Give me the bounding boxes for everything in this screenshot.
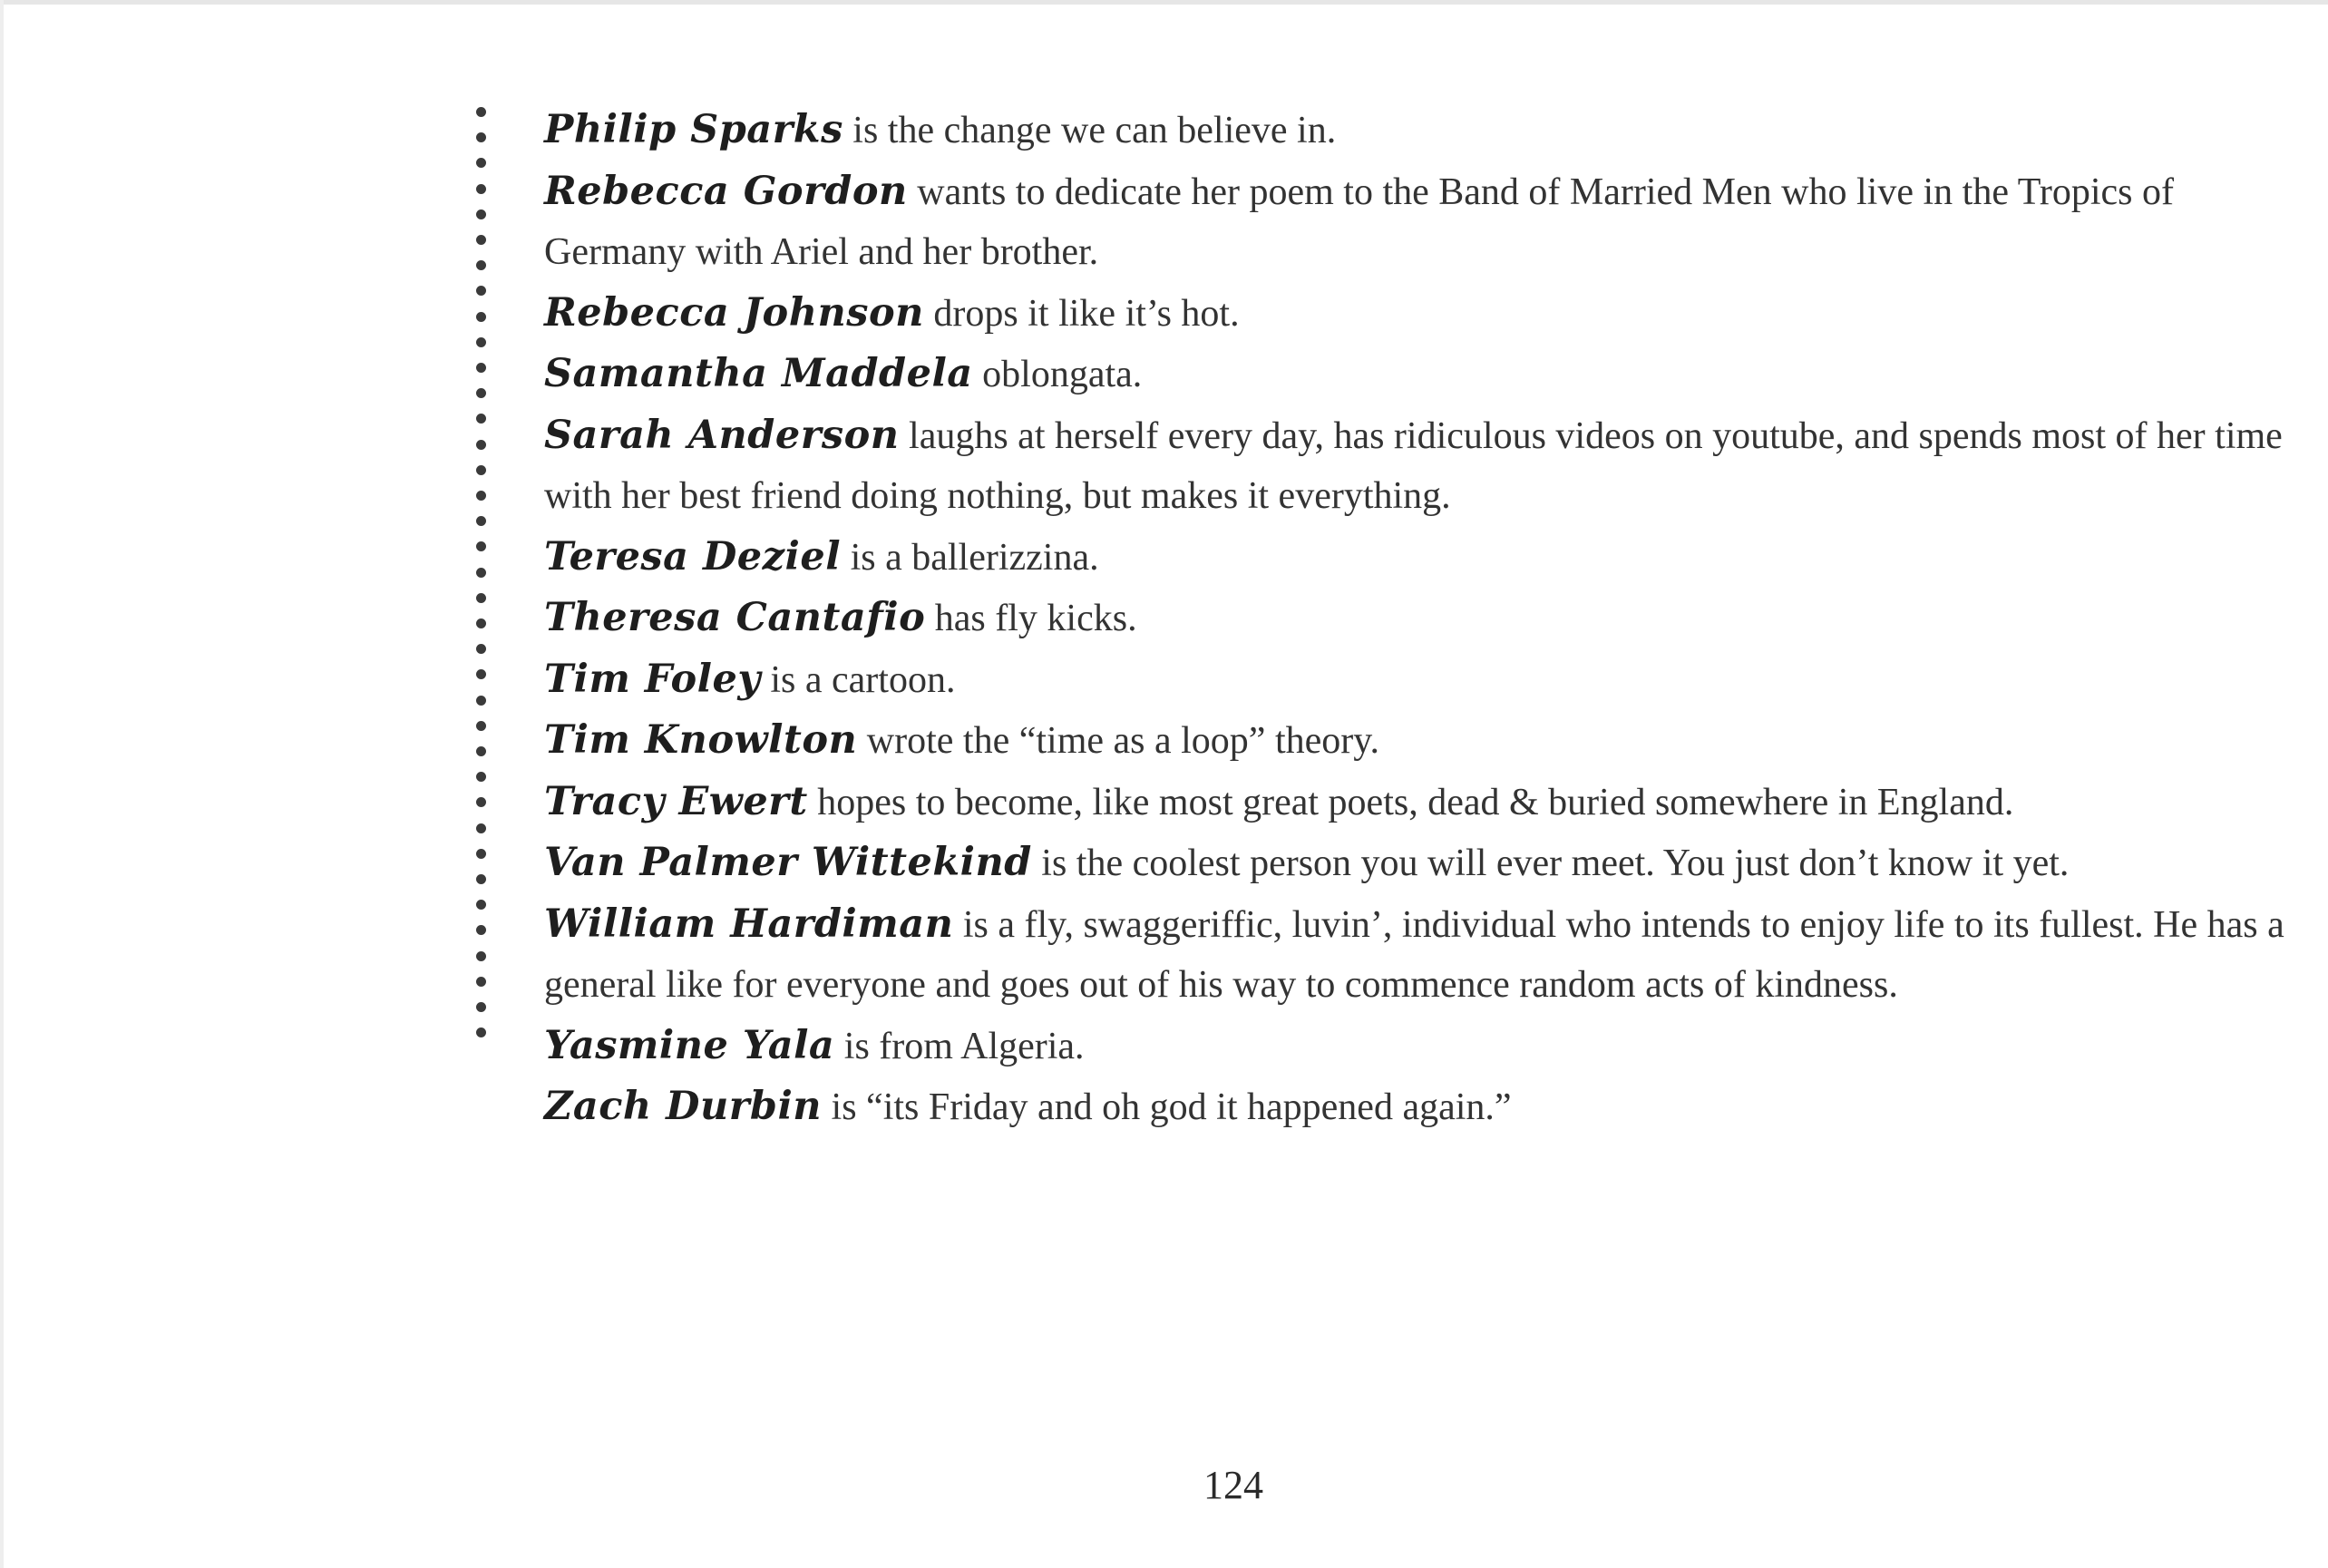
entry-text: oblongata.	[972, 354, 1143, 395]
margin-dot	[476, 491, 486, 501]
entry-name: Rebecca Gordon	[544, 168, 908, 214]
entry-tim-foley	[544, 649, 2313, 711]
margin-dot	[476, 465, 486, 475]
entry-william-hardiman	[544, 894, 2313, 1016]
page-left-edge	[0, 0, 4, 1568]
margin-dot	[476, 772, 486, 782]
margin-dot	[476, 286, 486, 296]
entry-name: Van Palmer Wittekind	[544, 840, 1032, 885]
entry-samantha-maddela	[544, 344, 2313, 405]
margin-dot	[476, 925, 486, 935]
entry-text: is a cartoon.	[760, 658, 956, 701]
entry-sarah-anderson	[544, 405, 2313, 527]
margin-dot	[476, 977, 486, 987]
entry-text: is a fly, swaggeriffic, luvin’, individual who intends to enjoy life to its fullest. He has a general like for everyone and goes out of his way to commence random acts of kindness.	[544, 903, 2284, 1006]
margin-dot	[476, 746, 486, 756]
margin-dot	[476, 1027, 486, 1037]
margin-dot	[476, 568, 486, 578]
margin-dot	[476, 260, 486, 270]
margin-dot	[476, 312, 486, 322]
page-number: 124	[1203, 1463, 1263, 1507]
margin-dot	[476, 644, 486, 654]
dotted-margin-line	[472, 107, 493, 1050]
entry-name: Tim Knowlton	[544, 717, 858, 763]
entry-theresa-cantafio	[544, 588, 2313, 649]
entry-name: Zach Durbin	[544, 1084, 823, 1129]
margin-dot	[476, 541, 486, 551]
page-top-edge	[0, 0, 2328, 5]
margin-dot	[476, 209, 486, 219]
entry-zach-durbin	[544, 1076, 2313, 1138]
margin-dot	[476, 874, 486, 884]
entry-name: Tim Foley	[544, 656, 761, 702]
margin-dot	[476, 414, 486, 424]
entry-tracy-ewert	[544, 772, 2313, 833]
entry-name: Samantha Maddela	[544, 351, 973, 396]
entry-name: Tracy Ewert	[544, 778, 808, 824]
entry-text: is the coolest person you will ever meet. You just don’t know it yet.	[1031, 842, 2070, 884]
name-entry-list	[544, 100, 2313, 1138]
margin-dot	[476, 669, 486, 679]
margin-dot	[476, 184, 486, 194]
margin-dot	[476, 951, 486, 961]
entry-text: wrote the “time as a loop” theory.	[857, 720, 1380, 762]
margin-dot	[476, 337, 486, 347]
margin-dot	[476, 721, 486, 731]
entry-text: is the change we can believe in.	[843, 110, 1337, 151]
margin-dot	[476, 132, 486, 142]
entry-philip-sparks	[544, 100, 2313, 161]
margin-dot	[476, 440, 486, 450]
entry-text: is from Algeria.	[834, 1025, 1085, 1067]
margin-dot	[476, 797, 486, 807]
entry-rebecca-johnson	[544, 283, 2313, 345]
margin-dot	[476, 1002, 486, 1012]
margin-dot	[476, 849, 486, 859]
margin-dot	[476, 593, 486, 603]
entry-text: is a ballerizzina.	[841, 536, 1099, 579]
margin-dot	[476, 900, 486, 910]
entry-name: Philip Sparks	[544, 107, 843, 152]
entry-text: laughs at herself every day, has ridiculous videos on youtube, and spends most of her time with her best friend doing nothing, but makes it everything.	[544, 414, 2283, 517]
entry-text: hopes to become, like most great poets, dead & buried somewhere in England.	[807, 781, 2014, 823]
entry-text: wants to dedicate her poem to the Band of Married Men who live in the Tropics of Germany with Ariel and her brother.	[544, 170, 2175, 273]
margin-dot	[476, 696, 486, 706]
entry-tim-knowlton	[544, 710, 2313, 772]
margin-dot	[476, 388, 486, 398]
entry-name: Teresa Deziel	[544, 533, 842, 579]
margin-dot	[476, 158, 486, 168]
entry-name: Theresa Cantafio	[544, 595, 926, 640]
margin-dot	[476, 516, 486, 526]
margin-dot	[476, 363, 486, 373]
entry-rebecca-gordon	[544, 161, 2313, 283]
entry-van-palmer-wittekind	[544, 833, 2313, 894]
entry-name: Rebecca Johnson	[544, 289, 924, 336]
entry-yasmine-yala	[544, 1016, 2313, 1077]
margin-dot	[476, 107, 486, 117]
entry-teresa-deziel	[544, 527, 2313, 589]
margin-dot	[476, 618, 486, 628]
entry-name: Sarah Anderson	[544, 412, 900, 458]
entry-name: William Hardiman	[544, 901, 954, 947]
margin-dot	[476, 823, 486, 833]
entry-text: drops it like it’s hot.	[923, 292, 1240, 335]
entry-text: has fly kicks.	[925, 598, 1137, 639]
margin-dot	[476, 235, 486, 245]
entry-text: is “its Friday and oh god it happened again.”	[822, 1086, 1512, 1128]
entry-name: Yasmine Yala	[544, 1022, 835, 1068]
